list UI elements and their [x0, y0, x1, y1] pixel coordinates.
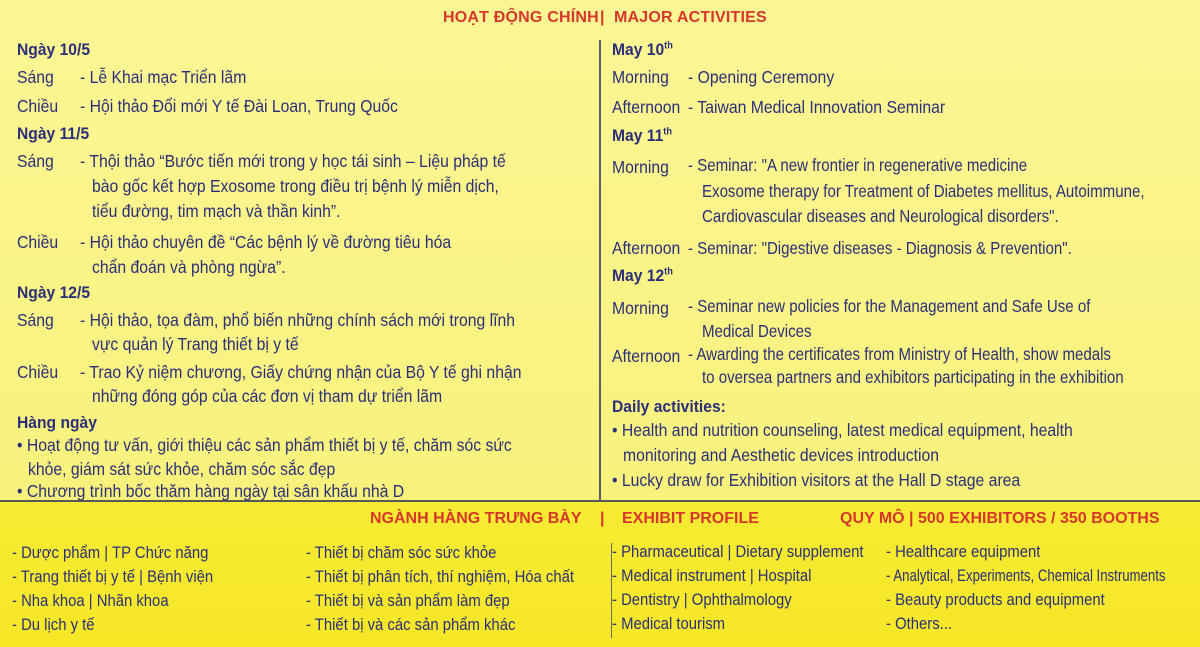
vi-day2-morning-label: Sáng — [17, 151, 54, 171]
vi-day-10: Ngày 10/5 — [17, 40, 91, 59]
en-day3-afternoon-l2: to oversea partners and exhibitors participating in the exhibition — [702, 367, 1124, 387]
en-daily-item-2: • Lucky draw for Exhibition visitors at the Hall D stage area — [612, 470, 1020, 490]
en-day2-morning-l2: Exosome therapy for Treatment of Diabetes mellitus, Autoimmune, — [702, 181, 1145, 201]
vi-day2-morning-l2: bào gốc kết hợp Exosome trong điều trị bệnh lý miễn dịch, — [92, 176, 499, 196]
en-daily-title: Daily activities: — [612, 397, 726, 416]
title-separator: | — [600, 9, 605, 26]
list-item: - Others... — [886, 615, 953, 633]
profile-title-en: EXHIBIT PROFILE — [622, 510, 759, 527]
vi-day3-afternoon-l1: - Trao Kỷ niệm chương, Giấy chứng nhận của Bộ Y tế ghi nhận — [80, 362, 522, 382]
list-item: - Du lịch y tế — [12, 616, 95, 634]
vi-daily-item-1: • Hoạt động tư vấn, giới thiệu các sản phẩm thiết bị y tế, chăm sóc sức — [17, 435, 512, 455]
list-item: - Dược phẩm | TP Chức năng — [12, 544, 209, 562]
en-day-12: May 12th — [612, 266, 673, 285]
list-item: - Dentistry | Ophthalmology — [612, 591, 792, 609]
vi-daily-item-2: • Chương trình bốc thăm hàng ngày tại sân khấu nhà D — [17, 481, 404, 501]
list-item: - Thiết bị chăm sóc sức khỏe — [306, 544, 497, 562]
vi-daily-item-1-cont: khỏe, giám sát sức khỏe, chăm sóc sắc đẹp — [28, 459, 336, 479]
vi-day3-afternoon-l2: những đóng góp của các đơn vị tham dự triển lãm — [92, 386, 443, 406]
en-day2-afternoon-text: - Seminar: "Digestive diseases - Diagnosis & Prevention". — [688, 238, 1072, 258]
vi-day3-morning-label: Sáng — [17, 310, 54, 330]
en-day3-morning-l2: Medical Devices — [702, 321, 812, 341]
vi-day3-morning-l2: vực quản lý Trang thiết bị y tế — [92, 334, 299, 354]
vi-day1-afternoon-text: - Hội thảo Đổi mới Y tế Đài Loan, Trung Quốc — [80, 96, 398, 116]
en-day3-morning-l1: - Seminar new policies for the Management and Safe Use of — [688, 296, 1091, 316]
en-day2-morning-l3: Cardiovascular diseases and Neurological disorders". — [702, 206, 1059, 226]
vi-day-12: Ngày 12/5 — [17, 283, 91, 302]
vi-day1-morning-text: - Lễ Khai mạc Triển lãm — [80, 67, 247, 87]
vi-day2-morning-l1: - Thội thảo “Bước tiến mới trong y học tái sinh – Liệu pháp tế — [80, 151, 506, 171]
en-daily-item-1: • Health and nutrition counseling, latest medical equipment, health — [612, 420, 1073, 440]
profile-scale: QUY MÔ | 500 EXHIBITORS / 350 BOOTHS — [840, 510, 1160, 527]
column-divider — [599, 40, 601, 500]
en-day1-morning-label: Morning — [612, 67, 669, 87]
list-item: - Pharmaceutical | Dietary supplement — [612, 543, 864, 561]
vi-daily-title: Hàng ngày — [17, 413, 97, 432]
en-daily-item-1-cont: monitoring and Aesthetic devices introduction — [623, 445, 940, 465]
en-day1-afternoon-text: - Taiwan Medical Innovation Seminar — [688, 97, 946, 117]
vi-day2-afternoon-label: Chiều — [17, 232, 59, 252]
en-day2-morning-l1: - Seminar: "A new frontier in regenerative medicine — [688, 155, 1028, 175]
en-day2-morning-label: Morning — [612, 157, 669, 177]
list-item: - Analytical, Experiments, Chemical Instruments — [886, 567, 1166, 585]
vi-day2-afternoon-l2: chẩn đoán và phòng ngừa”. — [92, 257, 286, 277]
title-vi: HOẠT ĐỘNG CHÍNH — [443, 9, 599, 26]
profile-title-vi: NGÀNH HÀNG TRƯNG BÀY — [370, 510, 582, 527]
en-day1-afternoon-label: Afternoon — [612, 97, 681, 117]
en-day1-morning-text: - Opening Ceremony — [688, 67, 835, 87]
en-day2-afternoon-label: Afternoon — [612, 238, 681, 258]
vi-day2-afternoon-l1: - Hội thảo chuyên đề “Các bệnh lý về đường tiêu hóa — [80, 232, 452, 252]
en-day-10: May 10th — [612, 40, 673, 59]
list-item: - Medical instrument | Hospital — [612, 567, 812, 585]
list-item: - Thiết bị và sản phẩm làm đẹp — [306, 592, 510, 610]
vi-day2-morning-l3: tiểu đường, tim mạch và thần kinh”. — [92, 201, 341, 221]
vi-day1-morning-label: Sáng — [17, 67, 54, 87]
list-item: - Thiết bị và các sản phẩm khác — [306, 616, 516, 634]
vi-day-11: Ngày 11/5 — [17, 124, 90, 143]
en-day3-afternoon-l1: - Awarding the certificates from Ministry of Health, show medals — [688, 344, 1111, 364]
en-day3-morning-label: Morning — [612, 298, 669, 318]
title-en: MAJOR ACTIVITIES — [614, 9, 767, 26]
vi-day3-afternoon-label: Chiều — [17, 362, 59, 382]
list-item: - Thiết bị phân tích, thí nghiệm, Hóa chất — [306, 568, 575, 586]
list-item: - Healthcare equipment — [886, 543, 1041, 561]
en-day-11: May 11th — [612, 126, 673, 145]
list-item: - Medical tourism — [612, 615, 726, 633]
vi-day3-morning-l1: - Hội thảo, tọa đàm, phổ biến những chính sách mới trong lĩnh — [80, 310, 516, 330]
list-item: - Beauty products and equipment — [886, 591, 1105, 609]
list-item: - Nha khoa | Nhãn khoa — [12, 592, 169, 610]
vi-day1-afternoon-label: Chiều — [17, 96, 59, 116]
profile-title-separator: | — [600, 510, 605, 527]
list-item: - Trang thiết bị y tế | Bệnh viện — [12, 568, 214, 586]
en-day3-afternoon-label: Afternoon — [612, 346, 681, 366]
